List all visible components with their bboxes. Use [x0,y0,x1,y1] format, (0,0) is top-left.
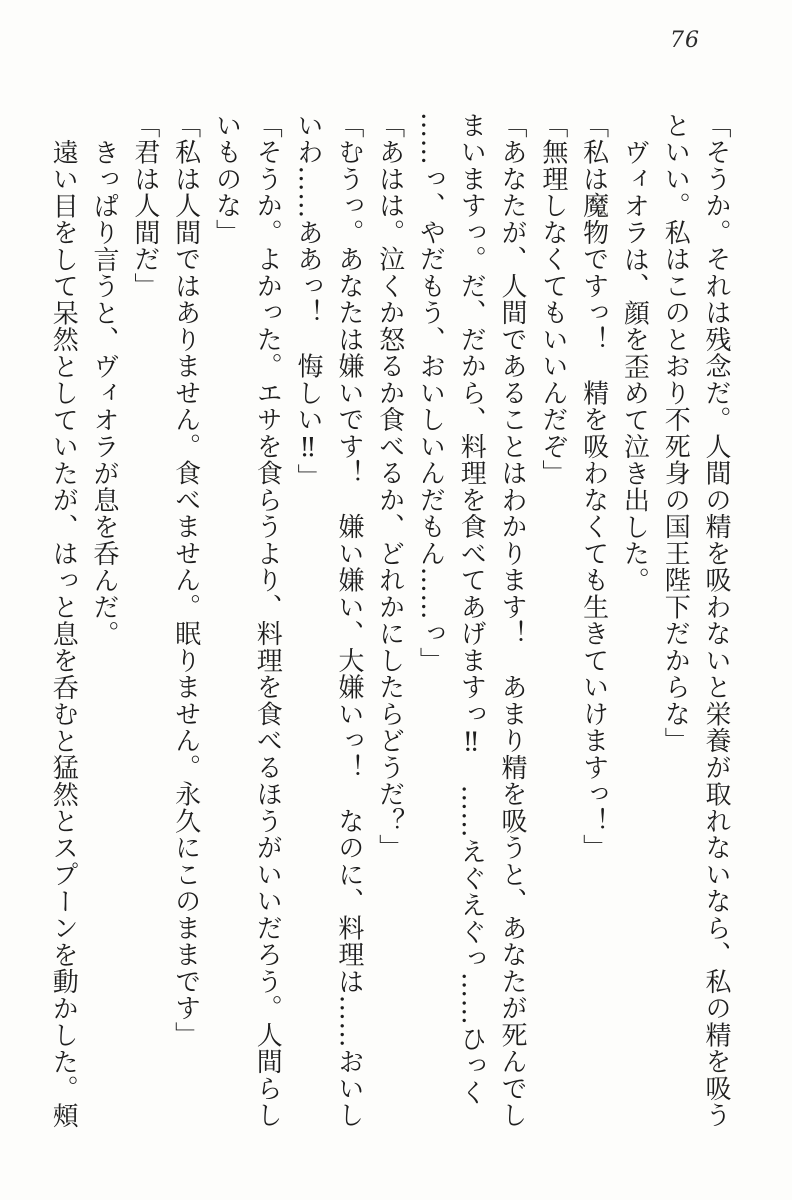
text-column: といい。私はこのとおり不死身の国王陛下だからな」 [660,112,691,754]
text-column: 「私は人間ではありません。食べません。眠りません。永久にこのままです」 [170,112,201,1049]
text-column: ……っ、やだもう、おいしいんだもん……っ」 [415,112,446,674]
text-column: 「そうか。それは残念だ。人間の精を吸わないと栄養が取れないなら、私の精を吸う [701,112,731,1129]
text-column: 「私は魔物ですっ！ 精を吸わなくても生きていけますっ！」 [578,112,609,861]
paragraph [532,112,573,1136]
paragraph [42,112,83,1136]
text-column: いわ……ああっ！ 悔しい‼」 [293,112,324,491]
text-column: 「あなたが、人間であることはわかります！ あまり精を吸うと、あなたが死んでし [497,112,528,1129]
paragraph [124,112,165,1136]
text-column: 遠い目をして呆然としていたが、はっと息を呑むと猛然とスプーンを動かした。頰 [48,139,79,1130]
paragraph [654,112,736,1136]
text-column: ヴィオラは、顔を歪めて泣き出した。 [619,139,650,595]
text-column: まいますっ。だ、だから、料理を食べてあげますっ‼ ……えぐえぐっ……ひっく [456,112,487,1106]
paragraph [614,112,655,1136]
text-column: 「そうか。よかった。エサを食らうより、料理を食べるほうがいいだろう。人間らし [252,112,283,1129]
text-block [42,112,736,1136]
text-column: きっぱり言うと、ヴィオラが息を呑んだ。 [89,139,120,648]
paragraph [165,112,206,1136]
paragraph [206,112,288,1136]
page-number: 76 [670,28,700,53]
paragraph [287,112,369,1136]
paragraph [410,112,532,1136]
text-column: 「むうっ。あなたは嫌いです！ 嫌い嫌い、大嫌いっ！ なのに、料理は……おいし [333,112,364,1129]
text-column: 「君は人間だ」 [129,112,160,300]
paragraph [573,112,614,1136]
text-column: 「無理しなくてもいいんだぞ」 [537,112,568,487]
paragraph [83,112,124,1136]
paragraph [369,112,410,1136]
text-column: いものな」 [211,112,242,246]
text-column: 「あはは。泣くか怒るか食べるか、どれかにしたらどうだ？」 [374,112,405,861]
